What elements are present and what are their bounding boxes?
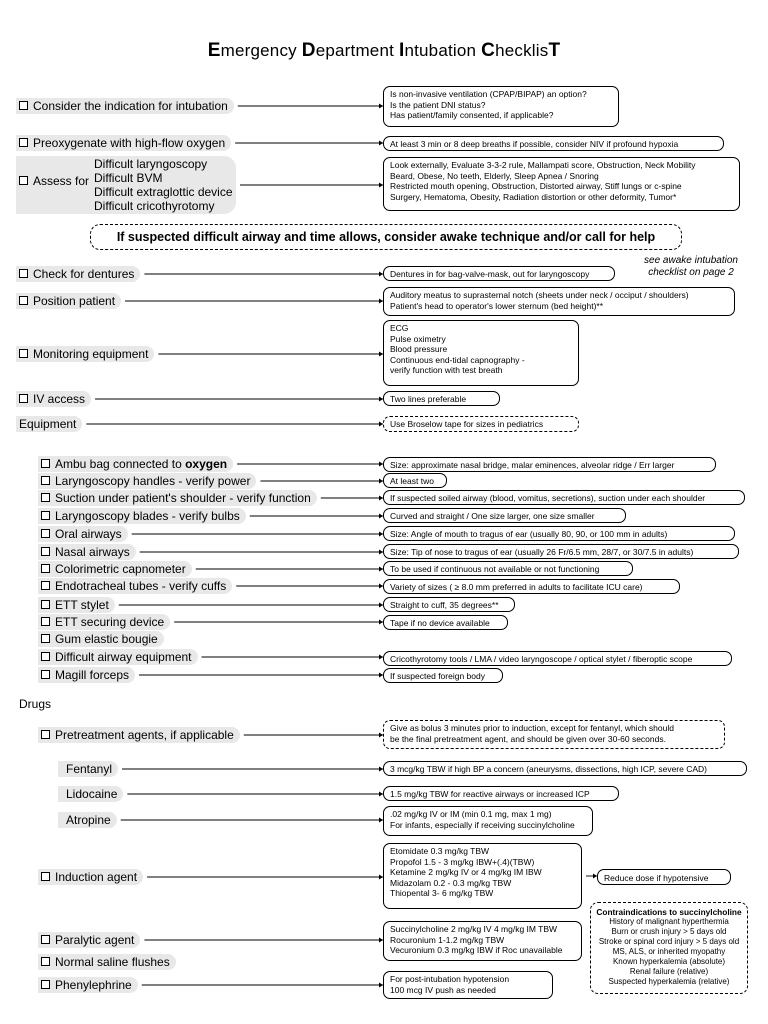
checkbox[interactable] [41,980,50,989]
note-colorimetric: To be used if continuous not available or not functioning [383,561,633,576]
note-ambu: Size: approximate nasal bridge, malar eminences, alveolar ridge / Err larger [383,457,716,472]
item-ett-securing-device[interactable]: ETT securing device [38,614,170,630]
checkbox[interactable] [41,872,50,881]
item-ambu-bag[interactable]: Ambu bag connected to oxygen [38,456,233,472]
section-equipment: Equipment [16,416,82,432]
note-equipment: Use Broselow tape for sizes in pediatrics [383,416,579,432]
page-title: Emergency Department Intubation ChecklisT [207,40,561,61]
item-monitoring-equipment[interactable]: Monitoring equipment [16,346,154,362]
checkbox[interactable] [41,564,50,573]
item-ett-stylet[interactable]: ETT stylet [38,597,115,613]
item-oral-airways[interactable]: Oral airways [38,526,128,542]
note-consider: Is non-invasive ventilation (CPAP/BIPAP) an option? Is the patient DNI status? Has patient/family consented, if applicable? [383,86,619,127]
note-preoxygenate: At least 3 min or 8 deep breaths if possible, consider NIV if profound hypoxia [383,136,724,151]
checkbox[interactable] [41,581,50,590]
item-magill-forceps[interactable]: Magill forceps [38,667,135,683]
note-ett-stylet: Straight to cuff, 35 degrees** [383,597,515,612]
item-pretreatment-agents[interactable]: Pretreatment agents, if applicable [38,727,240,743]
note-monitoring: ECG Pulse oximetry Blood pressure Continuous end-tidal capnography - verify function with test breath [383,320,579,386]
item-colorimetric-capnometer[interactable]: Colorimetric capnometer [38,561,192,577]
item-atropine: Atropine [58,812,117,828]
note-difficult-airway-equipment: Cricothyrotomy tools / LMA / video laryngoscope / optical stylet / fiberoptic scope [383,651,732,666]
note-pretreatment: Give as bolus 3 minutes prior to induction, except for fentanyl, which should be the final pretreatment agent, and should be given over 30-60 seconds. [383,720,725,749]
assess-difficult-extraglottic: Difficult extraglottic device [94,185,233,199]
checkbox[interactable] [41,634,50,643]
checkbox[interactable] [41,935,50,944]
note-iv: Two lines preferable [383,391,500,406]
checkbox[interactable] [19,349,28,358]
section-drugs: Drugs [19,697,52,711]
item-nasal-airways[interactable]: Nasal airways [38,544,136,560]
assess-difficult-bvm: Difficult BVM [94,171,163,185]
note-laryngoscopy-handles: At least two [383,473,447,488]
checkbox[interactable] [41,476,50,485]
item-induction-agent[interactable]: Induction agent [38,869,143,885]
checkbox[interactable] [41,670,50,679]
checkbox[interactable] [19,296,28,305]
checkbox[interactable] [41,511,50,520]
note-fentanyl: 3 mcg/kg TBW if high BP a concern (aneurysms, dissections, high ICP, severe CAD) [383,761,747,776]
checkbox[interactable] [41,617,50,626]
item-laryngoscopy-handles[interactable]: Laryngoscopy handles - verify power [38,473,256,489]
checkbox[interactable] [19,101,28,110]
item-endotracheal-tubes[interactable]: Endotracheal tubes - verify cuffs [38,578,232,594]
checkbox[interactable] [19,176,28,185]
note-paralytic: Succinylcholine 2 mg/kg IV 4 mg/kg IM TBW Rocuronium 1-1.2 mg/kg TBW Vecuronium 0.3 mg/kg IBW if Roc unavailable [383,921,582,961]
item-phenylephrine[interactable]: Phenylephrine [38,977,138,993]
note-lidocaine: 1.5 mg/kg TBW for reactive airways or increased ICP [383,786,619,801]
item-suction[interactable]: Suction under patient's shoulder - verify function [38,490,317,506]
item-normal-saline-flushes[interactable]: Normal saline flushes [38,954,176,970]
difficult-airway-banner: If suspected difficult airway and time allows, consider awake technique and/or call for help [90,224,682,250]
note-oral-airways: Size: Angle of mouth to tragus of ear (usually 80, 90, or 100 mm in adults) [383,526,735,541]
checkbox[interactable] [41,652,50,661]
item-gum-elastic-bougie[interactable]: Gum elastic bougie [38,631,164,647]
note-assess: Look externally, Evaluate 3-3-2 rule, Mallampati score, Obstruction, Neck Mobility Beard, Obese, No teeth, Elderly, Sleep Apnea / Snoring Restricted mouth opening, Obstruction, Distorted airway, Stiff lungs or c-spine Surgery, Hematoma, Obesity, Radiation distortion or other deformity, Tumor* [383,157,740,211]
checkbox[interactable] [41,529,50,538]
checkbox[interactable] [41,957,50,966]
checkbox[interactable] [41,600,50,609]
item-fentanyl: Fentanyl [58,761,118,777]
note-suction: If suspected soiled airway (blood, vomitus, secretions), suction under each shoulder [383,490,745,505]
succinylcholine-contraindications: Contraindications to succinylcholine History of malignant hyperthermia Burn or crush injury > 5 days old Stroke or spinal cord injury > 5 days old MS, ALS, or inherited myopathy Known hyperkalemia (absolute) Renal failure (relative) Suspected hyperkalemia (relative) [590,902,748,994]
item-check-dentures[interactable]: Check for dentures [16,266,140,282]
note-position: Auditory meatus to suprasternal notch (sheets under neck / occiput / shoulders) Patient's head to operator's lower sternum (bed height)** [383,287,735,316]
note-phenylephrine: For post-intubation hypotension 100 mcg IV push as needed [383,971,553,999]
note-atropine: .02 mg/kg IV or IM (min 0.1 mg, max 1 mg) For infants, especially if receiving succinylcholine [383,806,593,836]
note-hypotensive: Reduce dose if hypotensive [597,869,731,885]
awake-intubation-note: see awake intubation checklist on page 2 [644,255,738,278]
item-preoxygenate[interactable]: Preoxygenate with high-flow oxygen [16,135,231,151]
item-position-patient[interactable]: Position patient [16,293,121,309]
note-ett-securing: Tape if no device available [383,615,508,630]
checkbox[interactable] [19,394,28,403]
item-difficult-airway-equipment[interactable]: Difficult airway equipment [38,649,198,665]
item-lidocaine: Lidocaine [58,786,123,802]
note-dentures: Dentures in for bag-valve-mask, out for laryngoscopy [383,266,615,281]
item-consider-indication[interactable]: Consider the indication for intubation [16,98,234,114]
checkbox[interactable] [41,547,50,556]
checkbox[interactable] [19,138,28,147]
note-laryngoscopy-blades: Curved and straight / One size larger, one size smaller [383,508,626,523]
item-paralytic-agent[interactable]: Paralytic agent [38,932,140,948]
checkbox[interactable] [41,459,50,468]
assess-difficult-cricothyrotomy: Difficult cricothyrotomy [94,199,215,213]
note-nasal-airways: Size: Tip of nose to tragus of ear (usually 26 Fr/6.5 mm, 28/7, or 30/7.5 in adults) [383,544,739,559]
item-laryngoscopy-blades[interactable]: Laryngoscopy blades - verify bulbs [38,508,246,524]
item-iv-access[interactable]: IV access [16,391,91,407]
note-endotracheal-tubes: Variety of sizes ( ≥ 8.0 mm preferred in adults to facilitate ICU care) [383,579,680,594]
checkbox[interactable] [19,269,28,278]
item-assess-for[interactable]: Assess for [19,173,89,189]
assess-difficult-laryngoscopy: Difficult laryngoscopy [94,157,208,171]
checkbox[interactable] [41,730,50,739]
note-induction: Etomidate 0.3 mg/kg TBW Propofol 1.5 - 3 mg/kg IBW+(.4)(TBW) Ketamine 2 mg/kg IV or 4 mg/kg IM IBW Midazolam 0.2 - 0.3 mg/kg TBW Thiopental 3- 6 mg/kg TBW [383,843,582,909]
checkbox[interactable] [41,493,50,502]
note-magill-forceps: If suspected foreign body [383,668,503,683]
